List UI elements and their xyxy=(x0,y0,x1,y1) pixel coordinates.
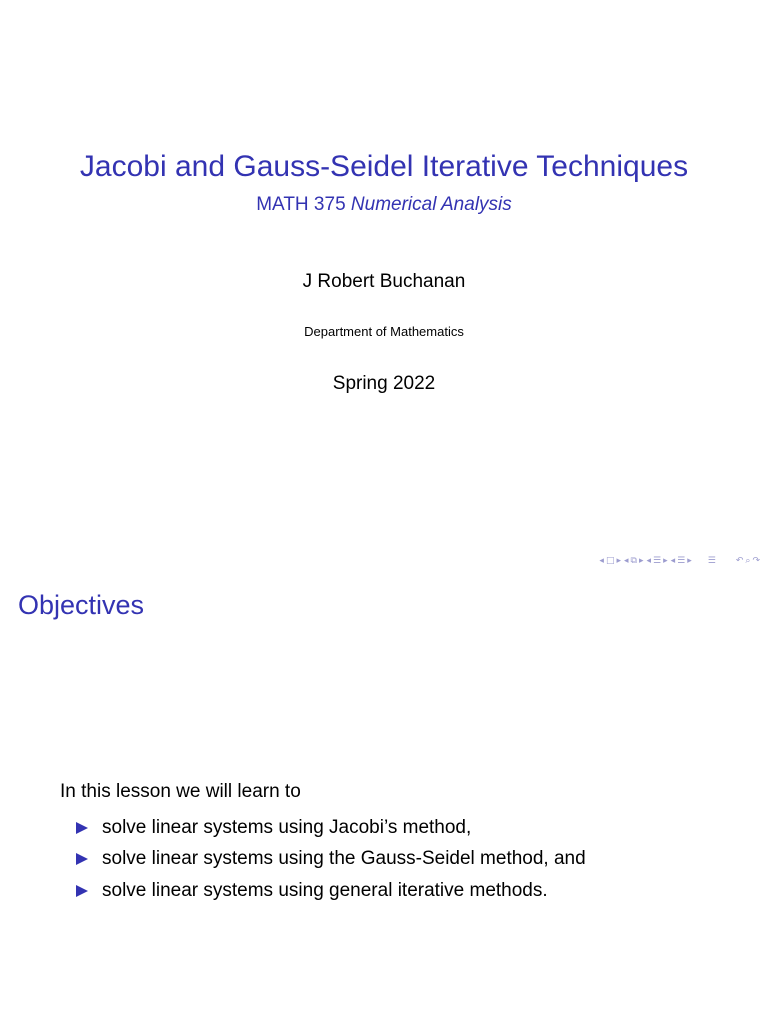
list-item-text: solve linear systems using the Gauss-Seidel method, and xyxy=(102,848,586,870)
section-nav[interactable] xyxy=(647,556,668,566)
list-item xyxy=(76,812,586,844)
arrow-left-icon[interactable]: ◂ xyxy=(599,556,604,566)
arrow-right-icon[interactable]: ▸ xyxy=(616,556,621,566)
frame-icon[interactable]: □ xyxy=(605,556,615,566)
document-icon[interactable]: ☰ xyxy=(707,556,716,566)
beamer-navigation-bar xyxy=(599,556,760,566)
bullet-triangle-icon xyxy=(76,853,88,865)
list-item-text: solve linear systems using Jacobi’s method, xyxy=(102,816,472,838)
list-item xyxy=(76,875,586,907)
course-number: MATH 375 xyxy=(256,194,346,215)
list-item xyxy=(76,844,586,876)
objectives-slide xyxy=(0,576,768,1024)
presentation-subtitle xyxy=(0,194,768,216)
subsection-nav[interactable] xyxy=(624,556,644,566)
objectives-list xyxy=(76,812,586,907)
search-nav[interactable] xyxy=(736,556,760,566)
arrow-right-icon[interactable]: ▸ xyxy=(687,556,692,566)
search-icon[interactable]: ⌕ xyxy=(745,556,751,566)
arrow-right-icon[interactable]: ▸ xyxy=(638,556,644,566)
section-nav-2[interactable] xyxy=(671,556,692,566)
redo-icon[interactable]: ↷ xyxy=(752,556,760,566)
frame-title: Objectives xyxy=(18,590,145,620)
section-icon[interactable]: ☰ xyxy=(677,556,686,566)
arrow-left-icon[interactable]: ◂ xyxy=(646,556,652,566)
course-name: Numerical Analysis xyxy=(350,194,512,215)
subsection-icon[interactable]: ⧉ xyxy=(630,556,637,566)
bullet-triangle-icon xyxy=(76,822,88,834)
presentation-date: Spring 2022 xyxy=(332,373,436,394)
list-item-text: solve linear systems using general iterative methods. xyxy=(102,879,548,901)
presentation-title: Jacobi and Gauss-Seidel Iterative Techniques xyxy=(79,150,689,183)
frame-nav[interactable] xyxy=(599,556,621,566)
arrow-left-icon[interactable]: ◂ xyxy=(624,556,629,566)
bullet-triangle-icon xyxy=(76,885,88,897)
arrow-right-icon[interactable]: ▸ xyxy=(663,556,668,566)
intro-text: In this lesson we will learn to xyxy=(60,781,301,802)
institute-name: Department of Mathematics xyxy=(304,324,464,339)
author-name: J Robert Buchanan xyxy=(302,271,466,292)
arrow-left-icon[interactable]: ◂ xyxy=(670,556,676,566)
undo-icon[interactable]: ↶ xyxy=(735,556,744,566)
section-icon[interactable]: ☰ xyxy=(653,556,662,566)
